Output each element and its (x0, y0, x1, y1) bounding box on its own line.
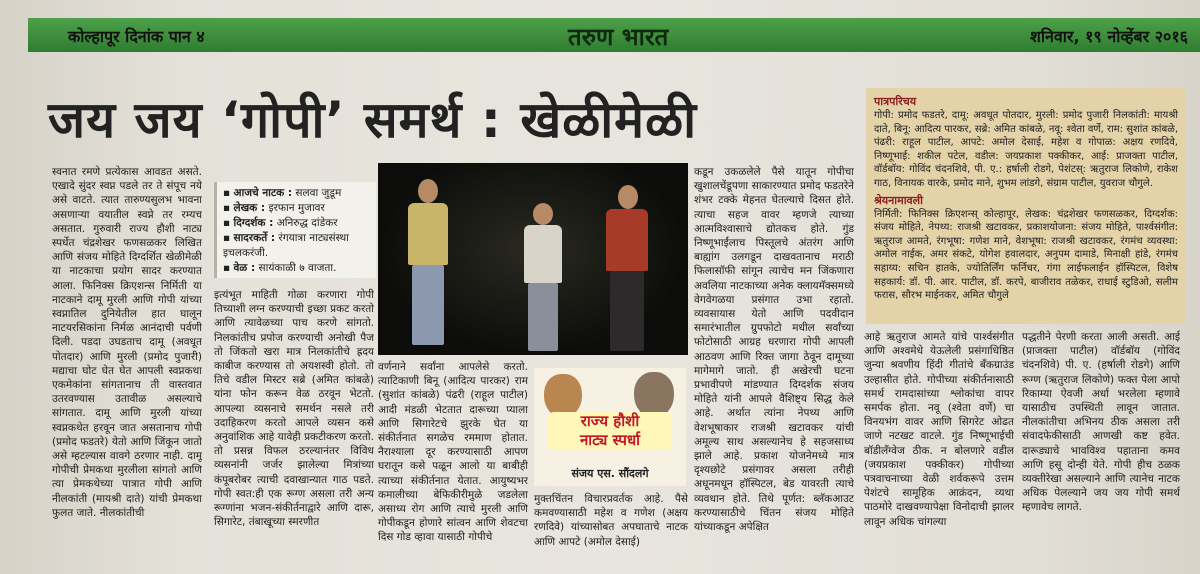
article-column-6 (1022, 330, 1180, 568)
credits-heading: श्रेयनामावली (874, 193, 923, 207)
column-3-text: वर्णनाने सर्वांना आपलेसे करतो. त्याटिकाणी बिनू (आदित्य पारकर) राम (सुशांत कांबळे) पंढरी (राहूल पाटील) आदी मंडळी भेटतात दारूच्या प्याला आणि सिगारेटचे झुरके घेत या संकीर्तनात सगळेच रममाण होतात. नैराश्याला दूर करण्यासाठी आपण घरातून कसे पळून आलो या बाबीही त्याच्या संकीर्तनात येतात. आयुष्यभर कमालीच्या बेफिकीरीमुळे जडलेला असाध्य रोग आणि त्याचे मुरली आणि गोपीकडून होणारे सांत्वन आणि शेवटचा दिस गोड व्हावा यासाठी गोपीचे (378, 361, 528, 544)
infobox-row: ▪ दिग्दर्शक : अनिरुद्ध दांडेकर (223, 217, 338, 229)
cast-credits-sidebar (866, 88, 1186, 324)
article-column-3 (378, 360, 528, 570)
credits-list: निर्मिती: फिनिक्स क्रिएशन्स् कोल्हापूर, लेखक: चंद्रशेखर फणसळकर, दिग्दर्शक: संजय मोहिते, नेपथ्य: राजश्री खटावकर, प्रकाशयोजना: संजय मोहिते, पार्श्वसंगीत: ऋतुराज आमते, रंगभूषा: गणेश माने, वेशभूषा: राजश्री खटावकर, रंगमंच व्यवस्था: अमोल नाईक, अमर संकटे, योगेश हवालदार, अनुपम दामाडे, मिनाक्षी हांडे, रंगमंच सहाय्य: सचिन हातके, ज्योतिर्लिंग फर्निचर, गंगा लाईफलाईन हॉस्पिटल, विशेष सहकार्य: डॉ. पी. आर. पाटील, डॉ. करपे, बाजीराव तळेकर, राधाई स्टुडिओ, सलीम फरास, सौरभ माईनकर, अमित चौगुले (874, 208, 1178, 302)
column-2-text: इत्यंभूत माहिती गोळा करणारा गोपी तिच्याशी लग्न करण्याची इच्छा प्रकट करतो आणि त्यावेळच्या पाच करणे सांगतो. निलकांतीच प्रपोज करण्याची अनोखी पैज तो जिंकतो खरा मात्र निलकांतीचे ह्रदय काबीज करण्यास तो अयशस्वी होतो. तो तिचे वडील मिस्टर सब्रे (अमित कांबळे) यांना फोन करून वेळ ठरवून भेटतो. आपल्या व्यसनाचे समर्थन नसले तरी उदाहिकरण करतो आपले व्यसन कसे अनुवांशिक आहे यावेही प्रकटीकरण करतो. तो प्रसन्न विफल ठरल्यानंतर विविध व्यसनांनी जर्जर झालेल्या मित्रांच्या कंपूबरोबर त्याची दवाखान्यात गाठ पडते. गोपी स्वत:ही एक रूग्ण असला तरी अन्य रूग्णांना भजन-संकीर्तनाद्वारे आणि दारू, सिगारेट, तंबाखूच्या स्मरणीत (214, 289, 374, 529)
actor-figure (398, 175, 458, 355)
infobox-row: ▪ आजचे नाटक : सलवा जुडूम (223, 187, 342, 199)
stage-photo (378, 163, 688, 355)
article-column-3b (534, 492, 688, 568)
masthead (28, 18, 1200, 52)
article-author: संजय एस. सौंदलगे (571, 467, 649, 480)
article-column-4 (694, 165, 854, 565)
cast-heading: पात्रपरिचय (874, 95, 917, 108)
article-headline: जय जय ‘गोपी’ समर्थ : खेळीमेळी (48, 91, 698, 149)
actor-figure (518, 199, 568, 355)
masthead-page-info: कोल्हापूर दिनांक पान ४ (68, 27, 205, 46)
newspaper-name: तरुण भारत (568, 23, 669, 51)
cast-list: गोपी: प्रमोद फडतरे, दामू: अवधूत पोतदार, मुरली: प्रमोद पुजारी निलकांती: मायश्री दाते, बिनू: आदित्य पारकर, सब्रे: अमित कांबळे, नवू: श्वेता वर्णे, राम: सुशांत कांबळे, पंढरी: राहूल पाटील, आपटे: अमोल देसाई, महेश व गोपाळ: अक्षय रणदिवे, निष्णूभाई: शकील पटेल, वडील: जयप्रकाश पक्कीकर, आई: प्राजक्ता पाटील, वॉर्डबॉय: गोविंद चंदनशिवे, पी. ए.: हर्षाली रोडगे, पेशंटस्: ऋतुराज लिकोणे, राकेश गाठ, विनायक वारके, प्रमोद माने, शुभम लांडगे, संग्राम पाटील, युवराज चौगुले. (874, 110, 1178, 189)
article-column-2 (214, 288, 374, 568)
infobox-row: ▪ सादरकर्ते : रंगयात्रा नाट्यसंस्था इचलकरंजी. (223, 232, 349, 259)
column-5-text: आहे ऋतुराज आमते यांचे पार्श्वसंगीत आणि अश्वमेधे येऊलेली प्रसंगाधिष्ठित जुन्या श्रवणीय हिंदी गीतांचे बँकग्राउंड उल्हासीत होते. गोपीच्या संकीर्तनासाठी समर्थ रामदासांच्या श्लोकांचा वापर समर्पक होता. नवू (श्वेता वर्णे) चा विनयभंग वावर आणि सिगरेट ओढत जाणे नटखट वाटले. गुंड निष्णूभाईची बॉडीलँग्वेज ठीक. न बोलणारे वडील (जयप्रकाश पक्कीकर) गोपीच्या पत्रवाचनाच्या वेळी शर्वकरूपे उत्तम पेशंटचे सामूहिक आक्रंदन, व्यथा पाठमोरे दाखवण्यापेक्षा विनोदाची झालर लावून अधिक चांगल्या (864, 331, 1014, 528)
article-column-1 (52, 165, 202, 565)
competition-title: राज्य हौशी नाट्य स्पर्धा (548, 412, 672, 450)
article-column-5 (864, 330, 1014, 568)
infobox-row: ▪ लेखक : इरफान मुजावर (223, 202, 325, 214)
competition-logo (534, 368, 686, 486)
column-6-text: पद्धतीने पेरणी करता आली असती. आई (प्राजक्ता पाटील) वॉर्डबॉय (गोविंद चंदनशिवे) पी. ए. (हर्षाली रोडगे) आणि रूग्ण (ऋतुराज लिकोणे) फक्त पेला आपो रिकाम्या ऐवजी अर्धा भरलेला म्हणावे यासाठीच उपस्थिती लावून जातात. नीलकांतीचा अभिनय ठीक असला तरी संवादफेकीसाठी आणखी कष्ट हवेत. दारूड्याचे भावविश्व पहाताना कमव आणि हसू दोन्ही येते. गोपी हीच ठळक व्यक्तीरेखा असल्याने आणि त्यानेच नाटक अधिक पेलल्याने जय जय गोपी समर्थ म्हणावेच लागते. (1022, 331, 1180, 514)
column-4-text: कडून उकळलेले पैसे यातून गोपीचा खुशालचेंडूपणा साकारण्यात प्रमोद फडतरेने शंभर टक्के मेहनत घेतल्याचे दिसत होते. त्याचा सहज वावर म्हणजे त्याच्या आत्मविश्वासाचे द्योतकच होते. गुंड निष्णूभाईंलाच पिस्तूलचे अंतरंग आणि बाह्यांग उलगडून दाखवतानाच मराठी फिलासॉफी सांगून त्याचेच मन जिंकणारा अवलिया नाटकाच्या अनेक क्लायमॅक्समध्ये वेगवेगळया प्रसंगात उभा रहातो. व्यवसायास येतो आणि पदवीदान समारंभातील ग्रुपफोटो मधील सर्वांच्या फोटोसाठी आग्रह धरणारा गोपी आपली आठवण आणि रिक्त जागा ठेवून दामूच्या मागेमागे जातो. ही अखेरची घटना प्रभावीपणे मांडण्यात दिग्दर्शक संजय मोहिते यांनी आपले वैशिष्ट्य सिद्ध केले आहे. अर्थात त्यांना नेपथ्य आणि वेशभूषाकार राजश्री खटावकर यांची अमूल्य साथ असल्यानेच हे सहजसाध्य झाले आहे. प्रकाश योजनेमध्ये मात्र दृश्यछोटे प्रसंगावर असला तरीही अधूनमधून हॉस्पिटल, बेड यावरती त्याचे व्यवधान होते. तिथे पूर्णत: ब्लॅकआउट करण्यासाठीचे चिंतन संजय मोहिते यांच्याकडून अपेक्षित (694, 166, 854, 534)
infobox-row: ▪ वेळ : सायंकाळी ७ वाजता. (223, 262, 337, 274)
actor-figure (596, 183, 658, 355)
column-3b-text: मुक्तचिंतन विचारप्रवर्तक आहे. पैसे कमवण्यासाठी महेश व गणेश (अक्षय रणदिवे) यांच्यासोबत अपघाताचे नाटक आणि आपटे (अमोल देसाई) (534, 493, 688, 548)
today-play-infobox (214, 182, 376, 278)
column-1-text: स्वनात रमणे प्रत्येकास आवडत असते. एखादे सुंदर स्वप्न पडले तर ते संपूच नये असे वाटते. त्यात तारुण्यसुलभ भावना असणाऱ्या वयातील स्वप्ने तर रम्यच असतात. गुरुवारी राज्य हौशी नाट्य स्पर्धेत चंद्रशेखर फणसळकर लिखित आणि संजय मोहिते दिग्दर्शित खेळीमेळी या नाटकाचा प्रयोग सादर करण्यात आला. फिनिक्स क्रिएशन्स निर्मिती या नाटकाने दामू मुरली आणि गोपी यांच्या स्वप्नातिल दुनियेतील हात घालून नाटयरसिकांना निर्मळ आनंदाची पर्वणी दिली. पडदा उघडताच दामू (अवधूत पोतदार) आणि मुरली (प्रमोद पुजारी) मद्याचा घोट घेत घेत आपली स्वप्नकथा एकमेकांना सांगतानाच ती वास्तवात उतरवण्यास उतावीळ असल्याचे सांगतात. दामू आणि मुरली यांच्या स्वप्नकथेत हरवून जात असतानाच गोपी (प्रमोद फडतरे) येतो आणि जिंकून जातो असे म्हटल्यास वावगे ठरणार नाही. दामू गोपीची प्रेमकथा मुरलीला सांगतो आणि त्या प्रेमकथेच्या पात्रात गोपी आणि नीलकांती (मायश्री दाते) यांची प्रेमकथा फुलत जाते. नीलकांतीची (52, 166, 202, 519)
masthead-date: शनिवार, १९ नोव्हेंबर २०१६ (1029, 27, 1188, 46)
